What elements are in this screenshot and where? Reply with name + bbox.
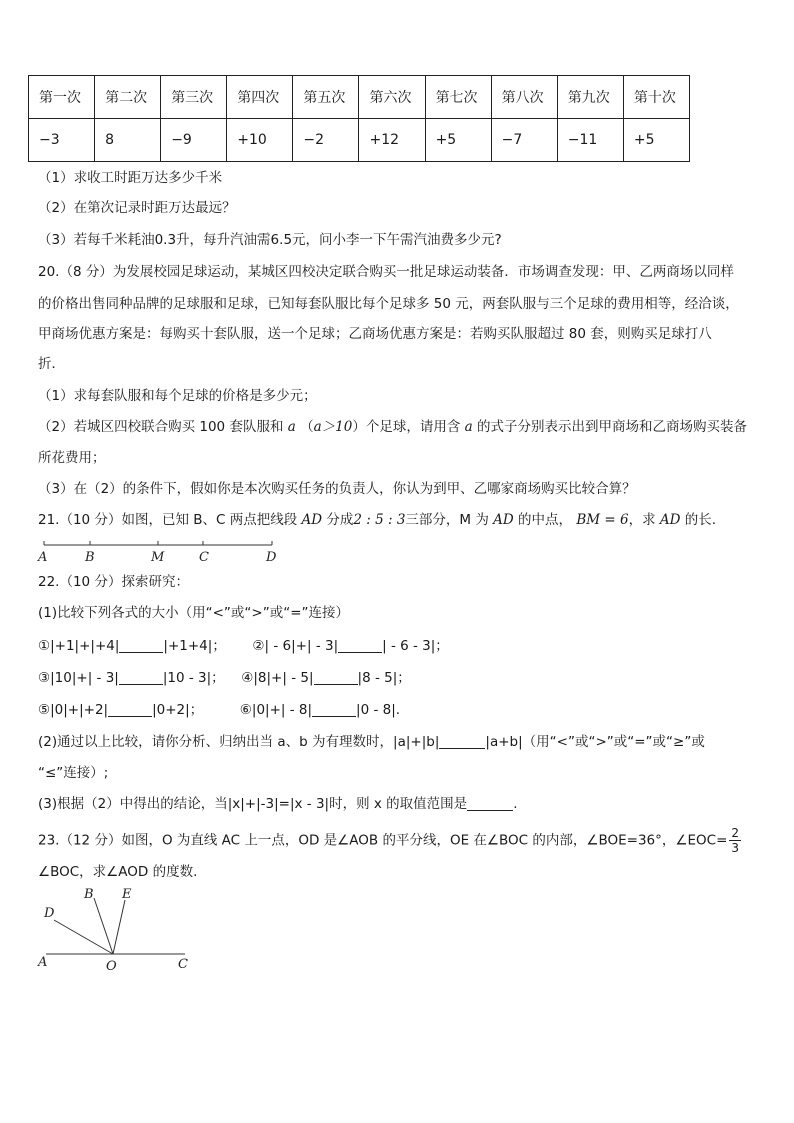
label-c: C bbox=[199, 550, 209, 565]
table-cell: 8 bbox=[95, 119, 161, 162]
expr-5b: |0+2|； bbox=[152, 702, 204, 718]
table-cell: +5 bbox=[425, 119, 491, 162]
label-m: M bbox=[151, 550, 165, 565]
q22-row1 bbox=[38, 636, 449, 656]
q19-part2: （2）在第次记录时距万达最远？ bbox=[38, 200, 236, 216]
ray-od bbox=[54, 920, 113, 954]
q20-part2-text2: ）个足球，请用含 bbox=[352, 419, 461, 435]
q22-part3-end: . bbox=[513, 796, 518, 812]
ray-oe bbox=[113, 900, 125, 954]
answer-blank[interactable] bbox=[467, 796, 513, 811]
answer-blank[interactable] bbox=[119, 638, 163, 653]
table-header-cell: 第三次 bbox=[161, 76, 227, 119]
segment-ad: AD bbox=[493, 512, 514, 528]
table-header-cell: 第九次 bbox=[557, 76, 623, 119]
q20-part2-paren: （ bbox=[300, 419, 314, 435]
q20-part1: （1）求每套队服和每个足球的价格是多少元； bbox=[38, 388, 317, 404]
q22-title: 22.（10 分）探索研究： bbox=[38, 574, 189, 590]
expr-4b: |8 - 5|； bbox=[357, 670, 411, 686]
ray-ob bbox=[94, 898, 113, 954]
label-o: O bbox=[106, 959, 117, 974]
table-cell: −2 bbox=[293, 119, 359, 162]
variable-a: a bbox=[464, 419, 473, 435]
q21-text-c: 三部分，M 为 bbox=[405, 512, 489, 528]
table-cell: −9 bbox=[161, 119, 227, 162]
table-header-row bbox=[29, 76, 690, 119]
label-d: D bbox=[44, 906, 55, 921]
table-cell: −3 bbox=[29, 119, 95, 162]
label-a: A bbox=[38, 550, 48, 565]
answer-blank[interactable] bbox=[312, 702, 356, 717]
expr-1b: |+1+4|； bbox=[163, 638, 226, 654]
q21-text-a: 21.（10 分）如图，已知 B、C 两点把线段 bbox=[38, 512, 298, 528]
table-cell: +12 bbox=[359, 119, 425, 162]
q23-text-b: ∠BOC，求∠AOD 的度数. bbox=[38, 864, 198, 880]
answer-blank[interactable] bbox=[119, 670, 163, 685]
label-d: D bbox=[266, 550, 277, 565]
label-e: E bbox=[122, 887, 132, 902]
q20-line1: 20.（8 分）为发展校园足球运动，某城区四校决定联合购买一批足球运动装备．市场调查发现：甲、乙两商场以同样 bbox=[38, 264, 734, 280]
expr-3b: |10 - 3|； bbox=[162, 670, 225, 686]
q22-part3-text: (3)根据（2）中得出的结论，当|x|+|-3|=|x - 3|时，则 x 的取值范围是 bbox=[38, 796, 468, 812]
answer-blank[interactable] bbox=[108, 702, 152, 717]
fraction-two-thirds bbox=[729, 826, 741, 855]
fraction-numerator: 2 bbox=[731, 826, 740, 840]
table-row bbox=[29, 119, 690, 162]
bm-equation: BM = 6 bbox=[576, 512, 629, 528]
segment-ad: AD bbox=[301, 512, 323, 528]
table-cell: −7 bbox=[491, 119, 557, 162]
variable-a: a bbox=[287, 419, 296, 435]
q22-part2-cont: “≤”连接）; bbox=[38, 765, 109, 781]
q20-part2-text3: 的式子分别表示出到甲商场和乙商场购买装备 bbox=[477, 419, 747, 435]
q21-text-d: 的中点， bbox=[518, 512, 573, 528]
q22-part1: (1)比较下列各式的大小（用“<”或“>”或“=”连接） bbox=[38, 605, 350, 621]
q19-part3: （3）若每千米耗油0.3升，每升汽油需6.5元，问小李一下午需汽油费多少元? bbox=[38, 232, 502, 248]
q22-row2 bbox=[38, 668, 411, 688]
segment-diagram bbox=[30, 536, 300, 566]
q23-text-a: 23.（12 分）如图，O 为直线 AC 上一点，OD 是∠AOB 的平分线，OE 在∠BOC 的内部，∠BOE=36°，∠EOC= bbox=[38, 832, 728, 849]
q21-text bbox=[38, 510, 716, 530]
q20-line2: 的价格出售同种品牌的足球服和足球，已知每套队服比每个足球多 50 元，两套队服与三个足球的费用相等，经洽谈， bbox=[38, 296, 739, 312]
label-b: B bbox=[85, 550, 95, 565]
table-header-cell: 第四次 bbox=[227, 76, 293, 119]
q23-text bbox=[38, 826, 741, 855]
table-header-cell: 第一次 bbox=[29, 76, 95, 119]
q20-line3: 甲商场优惠方案是：每购买十套队服，送一个足球；乙商场优惠方案是：若购买队服超过 80 套，则购买足球打八 bbox=[38, 326, 712, 342]
answer-blank[interactable] bbox=[439, 734, 485, 749]
expr-4a: ④|8|+| - 5| bbox=[241, 670, 314, 686]
q22-part2-text2: |a+b|（用“<”或“>”或“=”或“≥”或 bbox=[485, 734, 705, 750]
ratio: 2 : 5 : 3 bbox=[353, 512, 406, 528]
expr-2b: | - 6 - 3|； bbox=[382, 638, 449, 654]
fraction-denominator: 3 bbox=[731, 841, 740, 855]
q21-text-f: 的长. bbox=[684, 512, 717, 528]
q20-condition: a＞10 bbox=[313, 419, 353, 435]
table-cell: +10 bbox=[227, 119, 293, 162]
q20-part2-text: （2）若城区四校联合购买 100 套队服和 bbox=[38, 419, 284, 435]
q22-part3 bbox=[38, 794, 517, 814]
label-b: B bbox=[84, 887, 94, 902]
q21-text-b: 分成 bbox=[326, 512, 354, 528]
expr-1a: ①|+1|+|+4| bbox=[38, 638, 120, 654]
q20-line4: 折． bbox=[38, 356, 65, 372]
table-header-cell: 第十次 bbox=[623, 76, 689, 119]
answer-blank[interactable] bbox=[314, 670, 358, 685]
table-header-cell: 第六次 bbox=[359, 76, 425, 119]
q20-part3: （3）在（2）的条件下，假如你是本次购买任务的负责人，你认为到甲、乙哪家商场购买比较合算？ bbox=[38, 481, 636, 497]
table-cell: −11 bbox=[557, 119, 623, 162]
table-header-cell: 第八次 bbox=[491, 76, 557, 119]
table-header-cell: 第五次 bbox=[293, 76, 359, 119]
expr-2a: ②| - 6|+| - 3| bbox=[252, 638, 339, 654]
q19-part1: （1）求收工时距万达多少千米 bbox=[38, 170, 223, 186]
label-c: C bbox=[178, 957, 188, 972]
table-header-cell: 第二次 bbox=[95, 76, 161, 119]
segment-ad: AD bbox=[659, 512, 681, 528]
expr-5a: ⑤|0|+|+2| bbox=[38, 702, 109, 718]
q21-text-e: ，求 bbox=[628, 512, 656, 528]
angle-diagram bbox=[30, 884, 200, 974]
q22-part2-text: (2)通过以上比较，请你分析、归纳出当 a、b 为有理数时，|a|+|b| bbox=[38, 734, 440, 750]
expr-3a: ③|10|+| - 3| bbox=[38, 670, 119, 686]
table-cell: +5 bbox=[623, 119, 689, 162]
expr-6a: ⑥|0|+| - 8| bbox=[239, 702, 313, 718]
table-header-cell: 第七次 bbox=[425, 76, 491, 119]
records-table bbox=[28, 75, 690, 162]
expr-6b: |0 - 8|. bbox=[356, 702, 401, 718]
q22-row3 bbox=[38, 700, 400, 720]
label-a: A bbox=[38, 955, 48, 970]
q20-part2-cont: 所花费用； bbox=[38, 450, 106, 466]
q20-part2 bbox=[38, 417, 747, 437]
answer-blank[interactable] bbox=[338, 638, 382, 653]
q22-part2 bbox=[38, 732, 705, 752]
